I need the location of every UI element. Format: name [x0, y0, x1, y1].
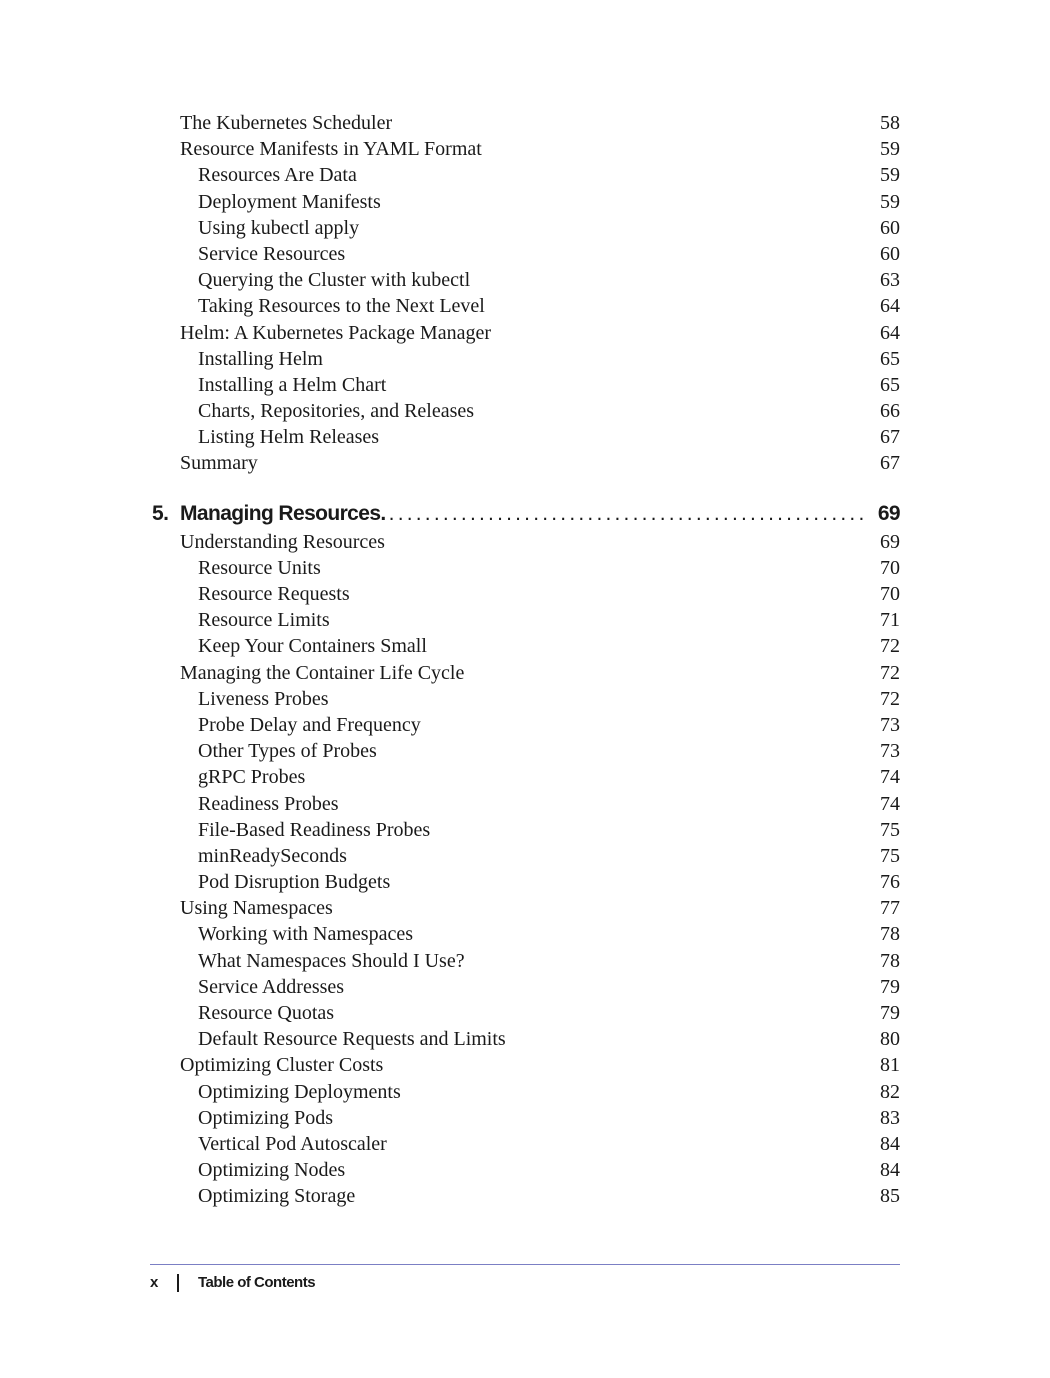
toc-subsection-entry[interactable] [150, 267, 900, 293]
entry-title: Resource Units [198, 556, 321, 579]
toc-subsection-entry[interactable] [150, 869, 900, 895]
toc-subsection-entry[interactable] [150, 189, 900, 215]
toc-section-entry[interactable] [150, 660, 900, 686]
toc-subsection-entry[interactable] [150, 555, 900, 581]
entry-page-number: 78 [880, 923, 900, 946]
entry-page-number: 60 [880, 242, 900, 265]
entry-page-number: 84 [880, 1132, 900, 1155]
entry-title: Taking Resources to the Next Level [198, 295, 485, 318]
toc-subsection-entry[interactable] [150, 974, 900, 1000]
entry-title: Installing a Helm Chart [198, 373, 387, 396]
toc-section-entry[interactable] [150, 450, 900, 476]
entry-page-number: 84 [880, 1159, 900, 1182]
toc-subsection-entry[interactable] [150, 633, 900, 659]
entry-page-number: 59 [880, 164, 900, 187]
entry-page-number: 76 [880, 871, 900, 894]
toc-section-after [150, 529, 900, 1210]
entry-page-number: 74 [880, 792, 900, 815]
entry-title: Resource Limits [198, 609, 330, 632]
chapter-title: Managing Resources. [180, 501, 386, 525]
entry-page-number: 75 [880, 844, 900, 867]
toc-subsection-entry[interactable] [150, 1079, 900, 1105]
toc-subsection-entry[interactable] [150, 372, 900, 398]
entry-title: Resource Requests [198, 583, 350, 605]
toc-subsection-entry[interactable] [150, 764, 900, 790]
toc-section-before [150, 110, 900, 477]
toc-section-entry[interactable] [150, 1052, 900, 1078]
entry-title: Charts, Repositories, and Releases [198, 400, 475, 423]
entry-page-number: 59 [880, 138, 900, 161]
entry-page-number: 75 [880, 818, 900, 841]
toc-subsection-entry[interactable] [150, 843, 900, 869]
entry-page-number: 82 [880, 1080, 900, 1103]
entry-title: Probe Delay and Frequency [198, 713, 421, 736]
toc-section-entry[interactable] [150, 895, 900, 921]
entry-title: Resource Quotas [198, 1002, 335, 1024]
entry-page-number: 81 [880, 1054, 900, 1077]
toc-subsection-entry[interactable] [150, 1183, 900, 1209]
toc-subsection-entry[interactable] [150, 817, 900, 843]
toc-subsection-entry[interactable] [150, 791, 900, 817]
entry-title: Managing the Container Life Cycle [180, 661, 465, 684]
entry-title: Liveness Probes [198, 687, 329, 710]
entry-title: Helm: A Kubernetes Package Manager [180, 321, 492, 344]
entry-page-number: 79 [880, 975, 900, 998]
entry-page-number: 73 [880, 713, 900, 736]
entry-title: Listing Helm Releases [198, 426, 380, 449]
table-of-contents [150, 110, 900, 1210]
toc-subsection-entry[interactable] [150, 607, 900, 633]
entry-title: Deployment Manifests [198, 190, 381, 213]
entry-title: Installing Helm [198, 347, 323, 370]
toc-subsection-entry[interactable] [150, 738, 900, 764]
entry-title: Optimizing Storage [198, 1185, 356, 1208]
toc-subsection-entry[interactable] [150, 293, 900, 319]
entry-page-number: 60 [880, 216, 900, 239]
entry-page-number: 72 [880, 635, 900, 658]
entry-page-number: 65 [880, 347, 900, 370]
entry-page-number: 67 [880, 452, 900, 475]
entry-page-number: 64 [880, 321, 900, 344]
entry-title: Optimizing Deployments [198, 1080, 401, 1103]
entry-title: Optimizing Nodes [198, 1159, 346, 1182]
entry-page-number: 65 [880, 373, 900, 396]
entry-page-number: 71 [880, 609, 900, 632]
page-folio: x [150, 1274, 158, 1291]
chapter-number: 5. [152, 501, 169, 525]
entry-page-number: 74 [880, 766, 900, 789]
entry-title: gRPC Probes [198, 766, 306, 789]
chapter-page-number: 69 [877, 501, 900, 525]
entry-title: Using Namespaces [180, 897, 333, 920]
dot-leader: ..................................................... [388, 501, 868, 525]
toc-subsection-entry[interactable] [150, 921, 900, 947]
entry-title: Understanding Resources [180, 530, 385, 553]
entry-page-number: 72 [880, 687, 900, 710]
toc-subsection-entry[interactable] [150, 948, 900, 974]
entry-title: The Kubernetes Scheduler [180, 112, 393, 134]
toc-section-entry[interactable] [150, 110, 900, 136]
entry-title: Keep Your Containers Small [198, 635, 427, 658]
entry-title: Service Resources [198, 242, 346, 265]
toc-section-entry[interactable] [150, 320, 900, 346]
entry-title: Querying the Cluster with kubectl [198, 269, 471, 292]
entry-page-number: 63 [880, 269, 900, 292]
entry-page-number: 64 [880, 295, 900, 318]
entry-page-number: 79 [880, 1002, 900, 1024]
toc-subsection-entry[interactable] [150, 686, 900, 712]
entry-page-number: 70 [880, 583, 900, 605]
entry-title: Vertical Pod Autoscaler [198, 1132, 387, 1155]
entry-page-number: 80 [880, 1028, 900, 1051]
toc-subsection-entry[interactable] [150, 162, 900, 188]
entry-page-number: 58 [880, 112, 900, 134]
entry-title: What Namespaces Should I Use? [198, 949, 465, 972]
entry-title: Working with Namespaces [198, 923, 413, 946]
entry-title: Resource Manifests in YAML Format [180, 138, 482, 161]
entry-title: File-Based Readiness Probes [198, 818, 431, 841]
toc-subsection-entry[interactable] [150, 1000, 900, 1026]
entry-title: Using kubectl apply [198, 216, 360, 239]
entry-page-number: 69 [880, 530, 900, 553]
toc-section-entry[interactable] [150, 136, 900, 162]
toc-subsection-entry[interactable] [150, 215, 900, 241]
entry-page-number: 59 [880, 190, 900, 213]
entry-title: Service Addresses [198, 975, 345, 998]
entry-page-number: 78 [880, 949, 900, 972]
entry-page-number: 70 [880, 556, 900, 579]
entry-title: Resources Are Data [198, 164, 357, 187]
entry-title: Optimizing Pods [198, 1106, 334, 1129]
toc-subsection-entry[interactable] [150, 1026, 900, 1052]
entry-title: Other Types of Probes [198, 740, 377, 763]
toc-subsection-entry[interactable] [150, 1157, 900, 1183]
entry-title: Readiness Probes [198, 792, 339, 815]
entry-page-number: 83 [880, 1106, 900, 1129]
toc-section-entry[interactable] [150, 529, 900, 555]
entry-page-number: 85 [880, 1185, 900, 1208]
toc-subsection-entry[interactable] [150, 712, 900, 738]
entry-page-number: 72 [880, 661, 900, 684]
entry-title: Pod Disruption Budgets [198, 871, 391, 894]
toc-subsection-entry[interactable] [150, 581, 900, 607]
entry-title: Summary [180, 452, 258, 475]
entry-title: minReadySeconds [198, 844, 347, 867]
entry-page-number: 77 [880, 897, 900, 920]
toc-subsection-entry[interactable] [150, 398, 900, 424]
toc-subsection-entry[interactable] [150, 1105, 900, 1131]
footer-separator [177, 1274, 179, 1292]
toc-chapter-entry[interactable] [150, 499, 900, 529]
entry-title: Default Resource Requests and Limits [198, 1028, 506, 1051]
entry-title: Optimizing Cluster Costs [180, 1054, 384, 1077]
toc-subsection-entry[interactable] [150, 424, 900, 450]
entry-page-number: 66 [880, 400, 900, 423]
toc-subsection-entry[interactable] [150, 241, 900, 267]
toc-subsection-entry[interactable] [150, 1131, 900, 1157]
toc-subsection-entry[interactable] [150, 346, 900, 372]
footer-rule [150, 1264, 900, 1265]
running-title: Table of Contents [198, 1274, 316, 1291]
entry-page-number: 73 [880, 740, 900, 763]
entry-page-number: 67 [880, 426, 900, 449]
